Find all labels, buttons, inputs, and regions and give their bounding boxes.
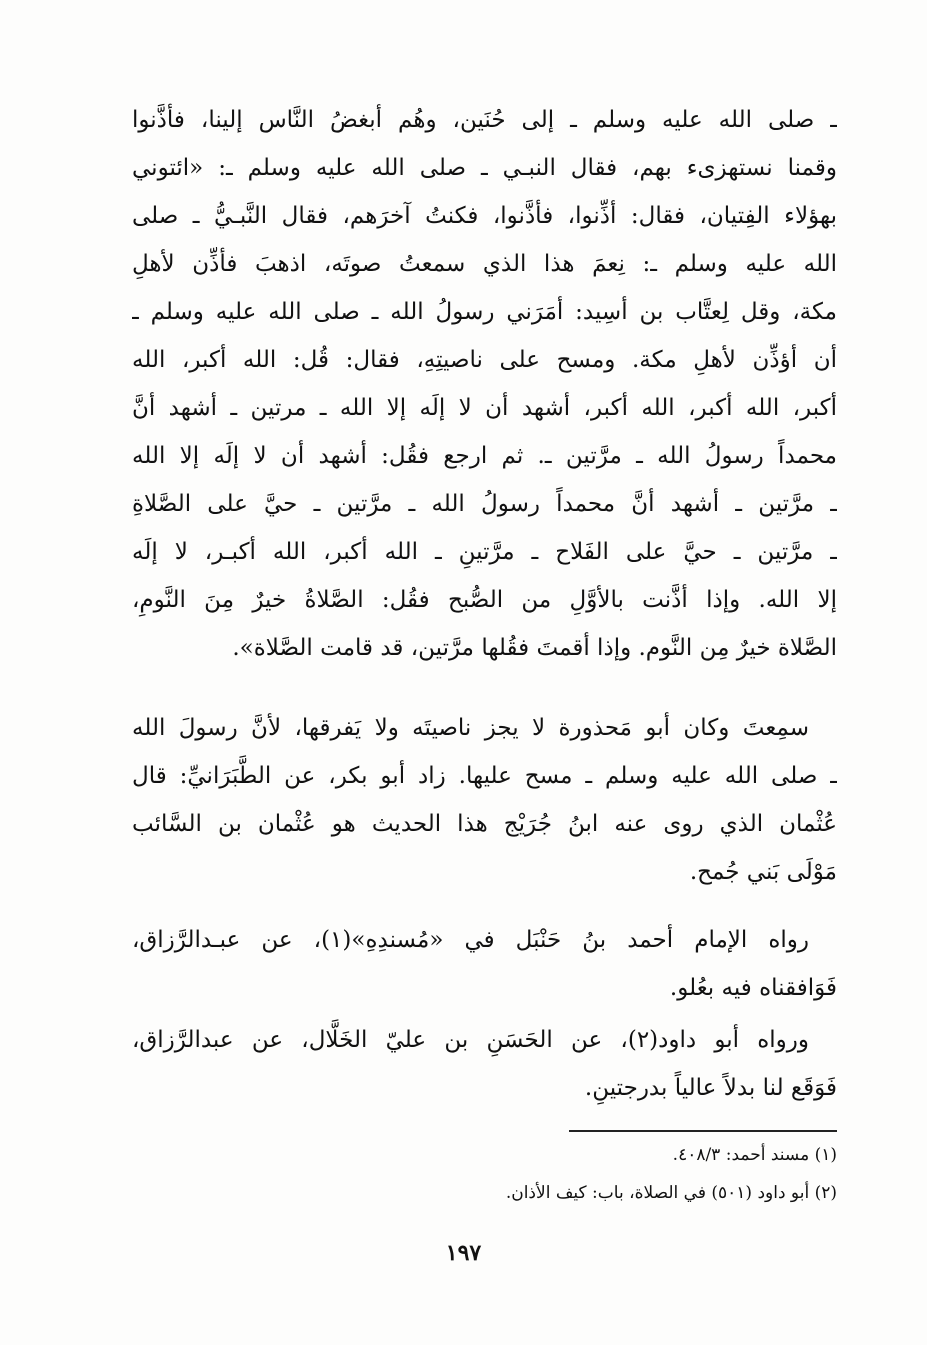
text-line: ـ مرَّتين ـ أشهد أنَّ محمداً رسولُ الله ـ مرَّتين ـ حيَّ على الصَّلاةِ [132,491,837,517]
paragraph-4 [132,1016,837,1112]
text-line: ـ مرَّتين ـ حيَّ على الفَلاح ـ مرَّتينِ ـ الله أكبر، الله أكبـر، لا إلَه [132,539,837,565]
text-line: أكبر، الله أكبر، الله أكبر، أشهد أن لا إلَه إلا الله ـ مرتين ـ أشهد أنَّ [132,395,837,421]
footnote-2: (٢) أبو داود (٥٠١) في الصلاة، باب: كيف الأذان. [505,1183,837,1203]
text-line: فَوَقَع لنا بدلاً عالياً بدرجتينِ. [584,1075,837,1101]
footnote-1: (١) مسند أحمد: ٤٠٨/٣. [672,1145,837,1165]
text-line: ورواه أبو داود(٢)، عن الحَسَنِ بن عليّ الخَلَّال، عن عبدالرَّزاق، [132,1027,810,1053]
paragraph-1 [132,96,837,672]
text-line: محمداً رسولُ الله ـ مرَّتين ـ. ثم ارجع فقُل: أشهد أن لا إلَه إلا الله [132,443,837,469]
text-line: بهؤلاء الفِتيان، فقال: أذِّنوا، فأذَّنوا، فكنتُ آخرَهم، فقال النَّبـيُّ ـ صلى [132,203,837,229]
text-line: فَوَافقناه فيه بعُلو. [669,975,837,1001]
text-line: إلا الله. وإذا أذَّنت بالأوَّلِ من الصُّبح فقُل: الصَّلاةُ خيرٌ مِنَ النَّومِ، [132,587,837,613]
text-line: الصَّلاة خيرٌ مِن النَّوم. وإذا أقمتَ فقُلها مرَّتين، قد قامت الصَّلاة». [232,635,837,661]
text-line: سمِعتَ وكان أبو مَحذورة لا يجز ناصيتَه ولا يَفرقها، لأنَّ رسولَ الله [132,715,809,741]
text-line: مَوْلَى بَني جُمح. [689,859,837,885]
text-line: الله عليه وسلم ـ: نِعمَ هذا الذي سمعتُ صوتَه، اذهبَ فأذِّن لأهلِ [132,251,837,277]
text-line: مكة، وقل لِعتَّاب بن أسِيد: أمَرَني رسولُ الله ـ صلى الله عليه وسلم ـ [132,299,837,325]
page-number: ١٩٧ [445,1240,482,1266]
text-line: ـ صلى الله عليه وسلم ـ مسح عليها. زاد أبو بكر، عن الطَّبَرَانيِّ: قال [132,763,837,789]
text-line: عُثْمان الذي روى عنه ابنُ جُرَيْج هذا الحديث هو عُثْمان بن السَّائب [132,811,837,837]
paragraph-3 [132,916,837,1012]
text-line: أن أؤذِّن لأهلِ مكة. ومسح على ناصيتِهِ، فقال: قُل: الله أكبر، الله [132,347,837,373]
text-line: ـ صلى الله عليه وسلم ـ إلى حُنَين، وهُم أبغضُ النَّاس إلينا، فأذَّنوا [132,107,837,133]
footnote-divider [569,1130,837,1132]
paragraph-2 [132,704,837,896]
text-line: وقمنا نستهزىء بهم، فقال النبـي ـ صلى الله عليه وسلم ـ: «ائتوني [132,155,837,181]
text-line: رواه الإمام أحمد بنُ حَنْبَل في «مُسندِهِ»(١)، عن عبـدالرَّزاق، [132,927,809,953]
